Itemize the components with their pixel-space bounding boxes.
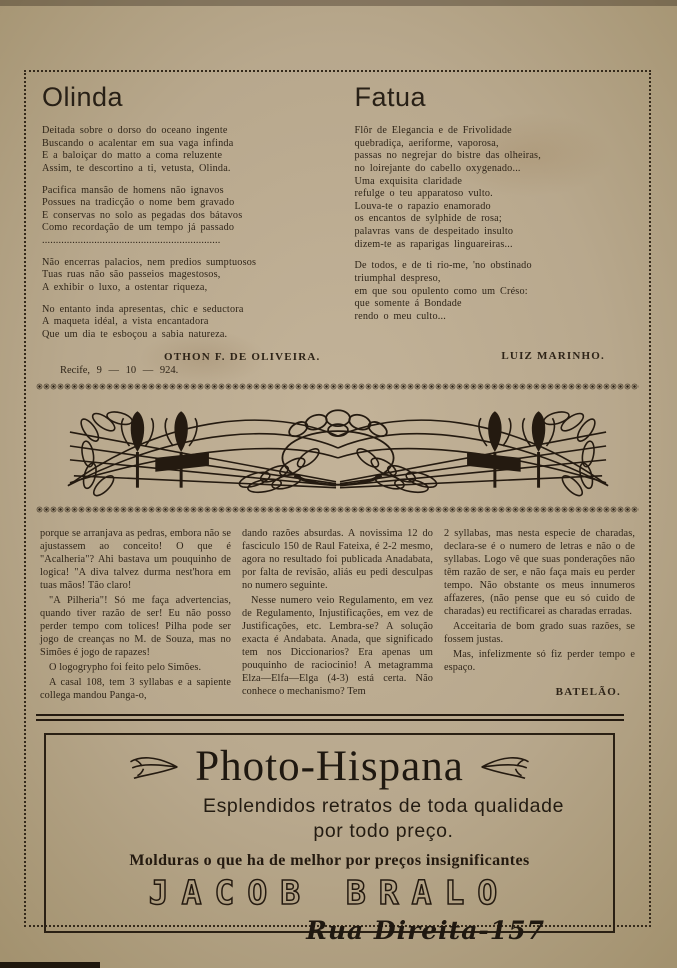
poem-line: Tuas ruas não são passeios magestosos, bbox=[42, 269, 221, 281]
article-column-3 bbox=[444, 527, 635, 705]
poem-line: refulge o teu apparatoso vulto. bbox=[354, 188, 493, 200]
poem-line: rendo o meu culto... bbox=[354, 310, 446, 322]
poem-signature-oliveira: OTHON F. DE OLIVEIRA. bbox=[163, 350, 321, 363]
ad-tagline bbox=[56, 794, 603, 843]
ad-tagline-line1: Esplendidos retratos de toda qualidade bbox=[202, 795, 565, 818]
poem-signature-marinho: LUIZ MARINHO. bbox=[501, 349, 605, 362]
article-paragraph: Nesse numero veio Regulamento, em vez de Regulamento, Injustificações, em vez de Justificações, etc. Lembra-se? A solução exacta é Andabata. Anada, que significado tem nos Diccionarios? Era apenas um pouquinho de raciocinio! A metagramma Elza—Elfa—Elga (4-3) está certa. Não conhece o mechanismo? Tem bbox=[242, 594, 433, 698]
poem-stanza bbox=[355, 125, 640, 251]
poem-line: Deitada sobre o dorso do oceano ingente bbox=[42, 125, 228, 136]
poem-fatua bbox=[355, 82, 640, 376]
poem-line: no loirejante do cabello oxygenado... bbox=[354, 162, 521, 174]
poem-line: que somente á Bondade bbox=[354, 298, 462, 310]
article-paragraph: A casal 108, tem 3 syllabas e a sapiente collega mandou Panga-o, bbox=[40, 677, 231, 702]
ad-title-row bbox=[56, 743, 603, 791]
poem-line: De todos, e de ti rio-me, 'no obstinado bbox=[354, 260, 532, 272]
circle-ornament-row bbox=[36, 383, 639, 391]
photo-hispana-ad bbox=[44, 733, 615, 946]
poem-line: palavras vans de despeitado insulto bbox=[354, 226, 514, 238]
poem-line: E a baloiçar do matto a coma reluzente bbox=[42, 150, 223, 162]
article-paragraph: 2 syllabas, mas nesta especie de charadas, declara-se é o numero de letras e não o de syllabas. Logo vê que suas ponderações não têm razão de ser, e não faça mais eu perder tempo. Não obstante os meus innumeros affazeres, (não pense que eu só cuido de charadas) eu rectificarei as charadas erradas. bbox=[444, 527, 635, 617]
poem-stanza bbox=[42, 185, 327, 248]
ad-molduras-line: Molduras o que ha de melhor por preços insignificantes bbox=[129, 852, 530, 870]
poem-line: Possues na tradicção o nome bem gravado bbox=[42, 197, 235, 209]
poem-line: Como recordação de um tempo já passado bbox=[42, 222, 235, 234]
poem-line: Pacifica mansão de homens não ignavos bbox=[42, 184, 224, 196]
poem-stanza bbox=[355, 260, 640, 323]
article-column-3-text bbox=[444, 527, 635, 675]
ad-business-name: JACOB BRALO bbox=[148, 873, 511, 913]
poem-line: triumphal despreso, bbox=[354, 273, 441, 285]
article-paragraph: porque se arranjava as pedras, embora não se ajustassem ao conceito! O que é "Acalheria"? Ahi bastava um pouquinho de logica! "A diva talvez durma nest'hora em tuas mãos! Tão claro! bbox=[40, 527, 231, 591]
laurel-flourish-icon bbox=[127, 752, 179, 782]
poem-line: Que um dia te esboçou a sabia natureza. bbox=[42, 328, 228, 340]
floral-ornament-icon bbox=[60, 396, 616, 494]
poem-line: Louva-te o rapazio enamorado bbox=[354, 200, 491, 212]
ad-street-address: Rua Direita-157 bbox=[306, 916, 545, 946]
poem-title-fatua: Fatua bbox=[354, 82, 427, 112]
article-column-2 bbox=[242, 527, 433, 705]
scan-edge-mark bbox=[0, 962, 100, 968]
poem-stanza bbox=[42, 257, 327, 295]
article-paragraph: Acceitaria de bom grado suas razões, se fossem justas. bbox=[444, 621, 635, 646]
poem-line: ................................................................. bbox=[42, 235, 221, 247]
ad-title: Photo-Hispana bbox=[195, 743, 464, 791]
poem-line: A maqueta idéal, a vista encantadora bbox=[42, 316, 209, 328]
poem-line: E conservas no solo as pegadas dos bátavos bbox=[42, 209, 243, 221]
poem-stanza bbox=[42, 304, 327, 342]
poems-section bbox=[34, 78, 641, 376]
poem-stanza bbox=[42, 125, 327, 176]
poem-line: passas no negrejar do bistre das olheiras, bbox=[354, 150, 541, 162]
poem-line: quebradiça, aeriforme, vaporosa, bbox=[354, 137, 499, 149]
laurel-flourish-icon bbox=[480, 752, 532, 782]
poem-line: Buscando o acalentar em sua vaga infinda bbox=[42, 137, 234, 149]
poem-line: Uma exquisita claridade bbox=[354, 175, 463, 187]
poem-title-olinda: Olinda bbox=[42, 82, 124, 112]
circle-ornament-row bbox=[36, 506, 639, 514]
poem-line: em que sou opulento como um Créso: bbox=[354, 285, 528, 297]
poem-line: Flôr de Elegancia e de Frivolidade bbox=[354, 125, 512, 136]
article-paragraph: Mas, infelizmente só fiz perder tempo e espaço. bbox=[444, 649, 635, 674]
art-nouveau-ornament bbox=[34, 396, 641, 499]
poem-line: dizem-te as raparigas linguareiras... bbox=[354, 238, 513, 250]
poem-olinda bbox=[42, 82, 327, 376]
article-signature-batelao: BATELÃO. bbox=[555, 686, 621, 699]
poem-line: No entanto inda apresentas, chic e seductora bbox=[42, 303, 244, 315]
poem-line: Assim, te descortino a ti, vetusta, Olinda. bbox=[42, 162, 231, 174]
double-rule-divider bbox=[36, 714, 624, 721]
article-paragraph: "A Pilheria"! Só me faça advertencias, quando tiver razão de ser! Eu não posso perder tempo com tolices! Pilha pode ser jogo de creanças no M. de Souza, mas no Simões é jogo de rapazes! bbox=[40, 594, 231, 659]
article-paragraph: O logogrypho foi feito pelo Simões. bbox=[49, 662, 202, 674]
poem-line: os encantos de sylphide de rosa; bbox=[354, 213, 502, 225]
poem-line: Não encerras palacios, nem predios sumptuosos bbox=[42, 256, 257, 268]
charades-article bbox=[34, 519, 641, 705]
ad-tagline-line2: por todo preço. bbox=[313, 819, 454, 842]
poem-dateline: Recife, 9 — 10 — 924. bbox=[60, 364, 179, 376]
article-column-1 bbox=[40, 527, 231, 705]
article-paragraph: dando razões absurdas. A novissima 12 do fasciculo 150 de Raul Fateixa, é 2-2 mesmo, agora no resultado foi publicada Anadabata, por falta de revisão, aliás eu pedi desculpas no numero seguinte. bbox=[242, 527, 433, 591]
page-dotted-border-frame bbox=[24, 70, 651, 946]
poem-line: A exhibir o luxo, a ostentar riqueza, bbox=[42, 282, 208, 294]
